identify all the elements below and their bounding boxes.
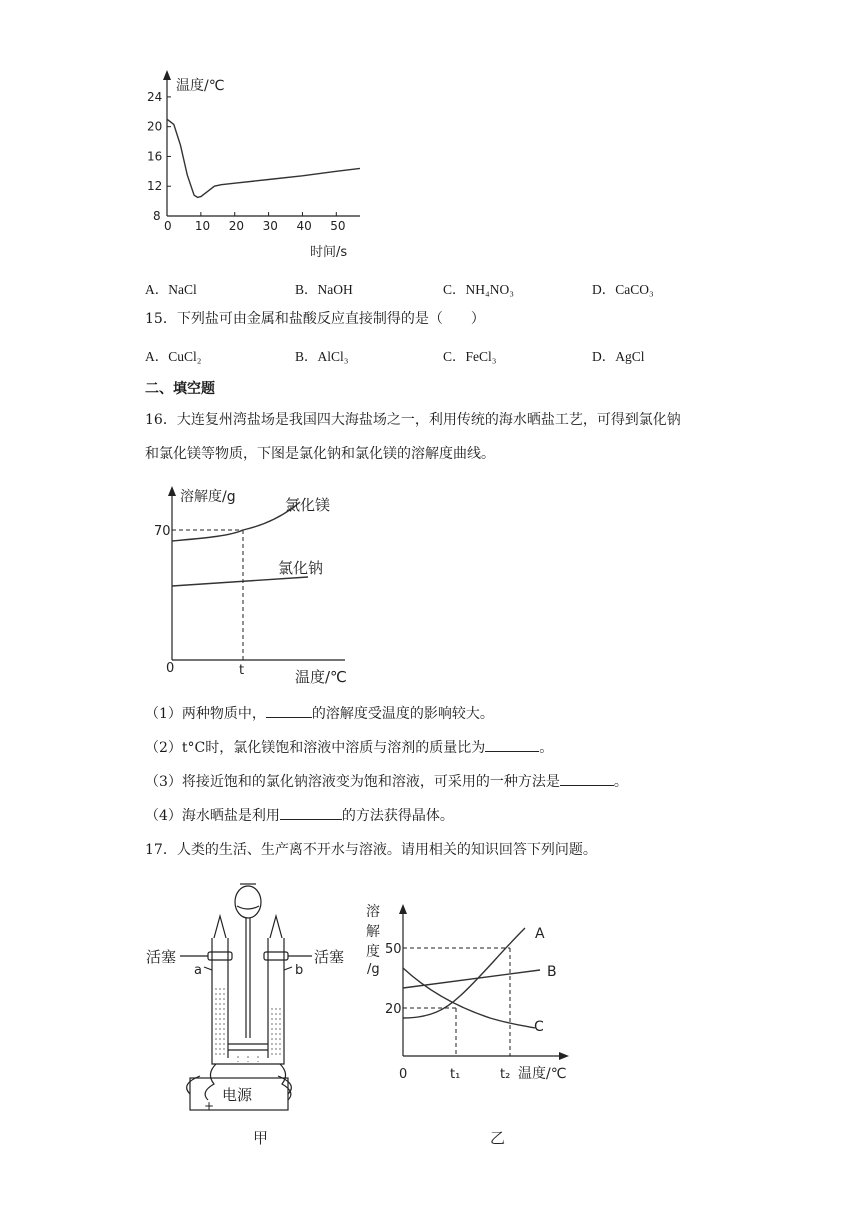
y-label-char3: 度	[366, 944, 380, 960]
origin-label: 0	[166, 661, 175, 676]
y-tick-label-20: 20	[147, 119, 163, 134]
curve-a	[403, 928, 525, 1018]
q16-line2: 和氯化镁等物质，下图是氯化钠和氯化镁的溶解度曲线。	[145, 446, 495, 462]
y-label-char1: 溶	[366, 904, 380, 920]
temperature-time-chart	[140, 66, 380, 266]
section-title: 二、填空题	[145, 381, 215, 397]
y-label-char2: 解	[366, 924, 380, 940]
x-tick-label-10: 10	[194, 219, 211, 233]
figure-caption-yi: 乙	[490, 1129, 506, 1147]
series-label-b: B	[547, 964, 557, 980]
funnel-bulb	[235, 886, 261, 918]
y-tick-label-12: 12	[147, 179, 163, 194]
x-axis-arrow	[559, 1052, 569, 1060]
y-axis-label: 溶解度/g	[180, 489, 236, 505]
x-tick-label-20: 20	[228, 219, 245, 233]
y-tick-50: 50	[385, 942, 402, 957]
q14-option-b: B．NaOH	[295, 282, 353, 297]
series-label-c: C	[534, 1019, 544, 1035]
right-valve-label: 活塞	[314, 948, 345, 966]
answer-blank[interactable]	[280, 805, 342, 820]
y-tick-20: 20	[385, 1002, 402, 1017]
tube-a-label: a	[194, 963, 202, 978]
x-axis-label: 温度/℃	[518, 1066, 567, 1082]
q16-sub4: （4）海水晒盐是利用 的方法获得晶体。	[145, 805, 454, 826]
tube-b-label: b	[295, 963, 304, 978]
solubility-chart-nacl-mgcl2	[150, 480, 360, 690]
y-label-unit: /g	[367, 962, 380, 977]
answer-blank[interactable]	[266, 703, 312, 718]
mgcl2-curve	[172, 502, 300, 541]
y-axis-label: 温度/℃	[176, 78, 225, 94]
temperature-curve	[167, 119, 360, 197]
q15-option-d: D．AgCl	[592, 349, 645, 364]
left-valve-label: 活塞	[146, 948, 177, 966]
x-tick-label-40: 40	[296, 219, 312, 233]
q14-option-d: D．CaCO₃	[592, 282, 654, 297]
q17-stem: 17．人类的生活、生产离不开水与溶液。请用相关的知识回答下列问题。	[145, 842, 597, 858]
series-label-mgcl2: 氯化镁	[285, 496, 331, 514]
answer-blank[interactable]	[485, 737, 539, 752]
q15-option-c: C．FeCl₃	[443, 349, 497, 364]
x-tick-t: t	[239, 663, 245, 678]
x-tick-label-30: 30	[262, 219, 278, 233]
y-axis-arrow	[163, 70, 171, 80]
q16-line1: 16．大连复州湾盐场是我国四大海盐场之一，利用传统的海水晒盐工艺，可得到氯化钠	[145, 412, 681, 428]
y-tick-label-8: 8	[153, 209, 161, 223]
q15-option-a: A．CuCl₂	[145, 349, 202, 364]
power-label: 电源	[222, 1086, 253, 1104]
x-tick-label-50: 50	[330, 219, 346, 233]
x-axis-label: 时间/s	[310, 245, 348, 260]
x-tick-label-0: 0	[164, 219, 172, 233]
q14-option-a: A．NaCl	[145, 282, 197, 297]
y-axis-arrow	[168, 486, 176, 496]
y-tick-label-16: 16	[147, 149, 163, 164]
q15-option-b: B．AlCl₃	[295, 349, 349, 364]
x-tick-t1: t₁	[450, 1067, 461, 1082]
y-tick-70: 70	[154, 524, 171, 539]
plus-label: +	[204, 1099, 215, 1113]
q16-sub2: （2）t°C时，氯化镁饱和溶液中溶质与溶剂的质量比为 。	[145, 737, 553, 758]
solubility-chart-abc	[360, 878, 580, 1148]
y-tick-label-24: 24	[147, 89, 163, 104]
x-axis-label: 温度/℃	[295, 668, 347, 686]
series-label-nacl: 氯化钠	[278, 559, 324, 577]
nacl-curve	[172, 577, 308, 586]
q16-sub3: （3）将接近饱和的氯化钠溶液变为饱和溶液，可采用的一种方法是 。	[145, 771, 628, 792]
q15-stem: 15．下列盐可由金属和盐酸反应直接制得的是（ ）	[145, 311, 485, 327]
y-axis-arrow	[399, 904, 407, 914]
figure-caption-jia: 甲	[253, 1129, 269, 1147]
electrolysis-apparatus	[140, 878, 360, 1148]
curve-c	[403, 968, 535, 1028]
q16-sub1: （1）两种物质中， 的溶解度受温度的影响较大。	[145, 703, 494, 724]
x-tick-t2: t₂	[500, 1067, 511, 1082]
answer-blank[interactable]	[560, 771, 614, 786]
q14-option-c: C．NH₄NO₃	[443, 282, 514, 297]
origin-label: 0	[399, 1067, 408, 1082]
series-label-a: A	[535, 926, 545, 942]
